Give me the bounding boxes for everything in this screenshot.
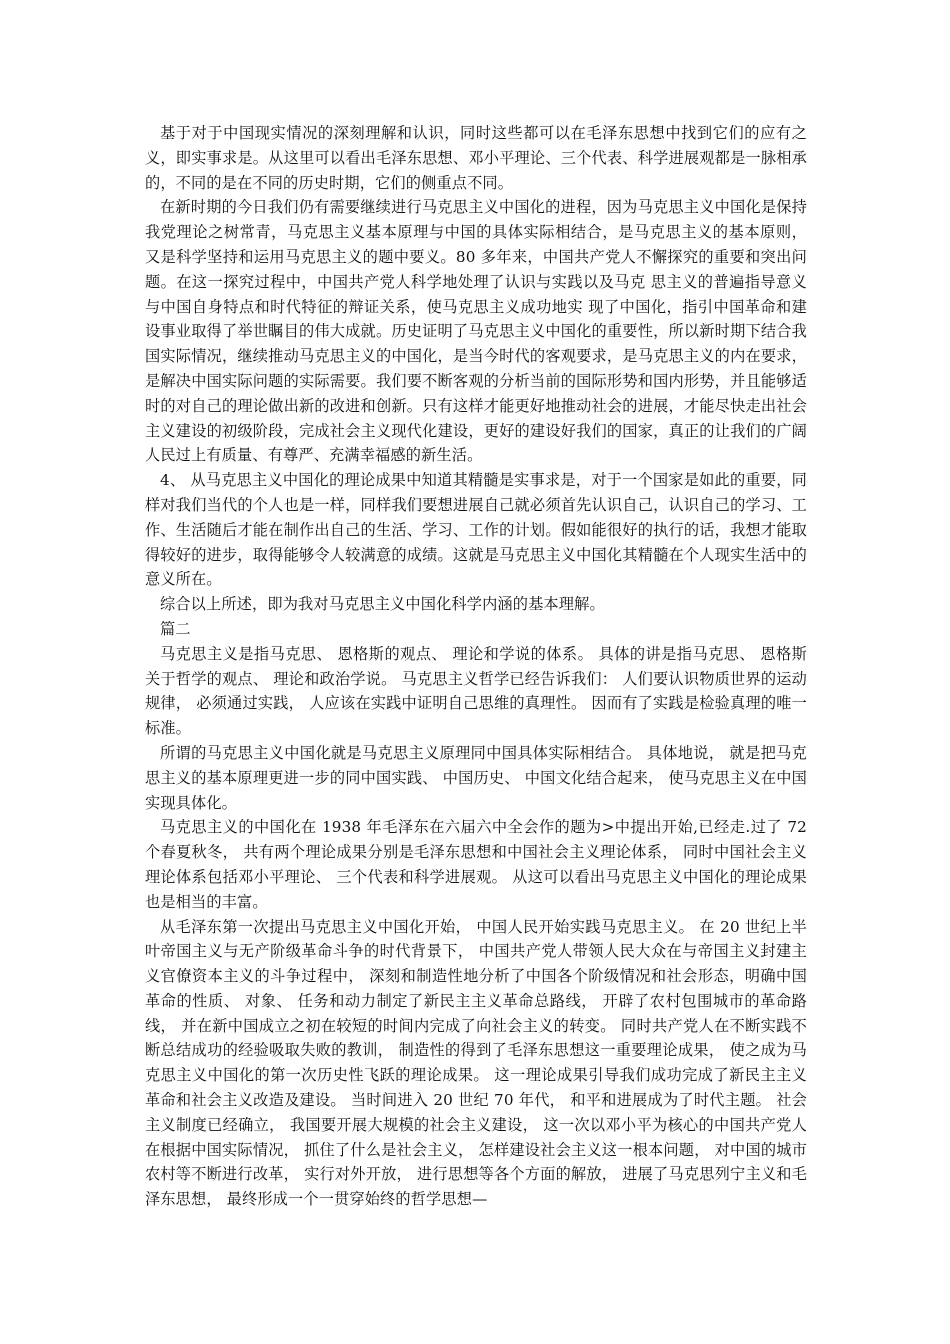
paragraph-2: 在新时期的今日我们仍有需要继续进行马克思主义中国化的进程，因为马克思主义中国化是保持我党理论之树常青，马克思主义基本原理与中国的具体实际相结合，是马克思主义的基本原则， 又是科学坚持和运用马克思主义的题中要义。80 多年来，中国共产党人不懈探究的重要和突出问题。在这一探究过程中，中国共产党人科学地处理了认识与实践以及马克 思主义的普遍指导意义与中国自身特点和时代特征的辩证关系，使马克思主义成功地实 现了中国化，指引中国革命和建设事业取得了举世瞩目的伟大成就。历史证明了马克思主义中国化的重要性，所以新时期下结合我国实际情况，继续推动马克思主义的中国化，是当今时代的客观要求，是马克思主义的内在要求，是解决中国实际问题的实际需要。我们要不断客观的分析当前的国际形势和国内形势，并且能够适时的对自己的理论做出新的改进和创新。只有这样才能更好地推动社会的进展，才能尽快走出社会主义建设的初级阶段，完成社会主义现代化建设，更好的建设好我们的国家，真正的让我们的广阔人民过上有质量、有尊严、充满幸福感的新生活。	[145, 198, 807, 465]
section-heading: 篇二	[160, 619, 191, 638]
paragraph-7: 马克思主义的中国化在 1938 年毛泽东在六届六中全会作的题为>中提出开始,已经走.过了 72 个春夏秋冬， 共有两个理论成果分别是毛泽东思想和中国社会主义理论体系， 同时中国社会主义理论体系包括邓小平理论、 三个代表和科学进展观。 从这可以看出马克思主义中国化的理论成果也是相当的丰富。	[145, 818, 807, 911]
paragraph-6: 所谓的马克思主义中国化就是马克思主义原理同中国具体实际相结合。 具体地说， 就是把马克思主义的基本原理更进一步的同中国实践、 中国历史、 中国文化结合起来， 使马克思主义在中国实现具体化。	[145, 743, 807, 812]
document-body	[145, 121, 807, 1212]
paragraph-3: 4、 从马克思主义中国化的理论成果中知道其精髓是实事求是，对于一个国家是如此的重要，同样对我们当代的个人也是一样，同样我们要想进展自己就必须首先认识自己，认识自己的学习、工作、生活随后才能在制作出自己的生活、学习、工作的计划。假如能很好的执行的话，我想才能取得较好的进步，取得能够令人较满意的成绩。这就是马克思主义中国化其精髓在个人现实生活中的意义所在。	[145, 471, 807, 589]
paragraph-8: 从毛泽东第一次提出马克思主义中国化开始， 中国人民开始实践马克思主义。 在 20 世纪上半叶帝国主义与无产阶级革命斗争的时代背景下， 中国共产党人带领人民大众在与帝国主义封建主义官僚资本主义的斗争过程中， 深刻和制造性地分析了中国各个阶级情况和社会形态，明确中国革命的性质、 对象、 任务和动力制定了新民主主义革命总路线， 开辟了农村包围城市的革命路线， 并在新中国成立之初在较短的时间内完成了向社会主义的转变。 同时共产党人在不断实践不断总结成功的经验吸取失败的教训， 制造性的得到了毛泽东思想这一重要理论成果， 使之成为马克思主义中国化的第一次历史性飞跃的理论成果。 这一理论成果引导我们成功完成了新民主主义革命和社会主义改造及建设。 当时间进入 20 世纪 70 年代， 和平和进展成为了时代主题。 社会主义制度已经确立， 我国要开展大规模的社会主义建设， 这一次以邓小平为核心的中国共产党人在根据中国实际情况， 抓住了什么是社会主义， 怎样建设社会主义这一根本问题， 对中国的城市农村等不断进行改革， 实行对外开放， 进行思想等各个方面的解放， 进展了马克思列宁主义和毛泽东思想， 最终形成一个一贯穿始终的哲学思想—	[145, 917, 807, 1209]
paragraph-4: 综合以上所述，即为我对马克思主义中国化科学内涵的基本理解。	[160, 595, 605, 614]
paragraph-1: 基于对于中国现实情况的深刻理解和认识，同时这些都可以在毛泽东思想中找到它们的应有之义，即实事求是。从这里可以看出毛泽东思想、邓小平理论、三个代表、科学进展观都是一脉相承的，不同的是在不同的历史时期，它们的侧重点不同。	[145, 124, 807, 192]
paragraph-5: 马克思主义是指马克思、 恩格斯的观点、 理论和学说的体系。 具体的讲是指马克思、 恩格斯关于哲学的观点、 理论和政治学说。 马克思主义哲学已经告诉我们： 人们要认识物质世界的运动规律， 必须通过实践， 人应该在实践中证明自己思维的真理性。 因而有了实践是检验真理的唯一标准。	[145, 644, 807, 738]
